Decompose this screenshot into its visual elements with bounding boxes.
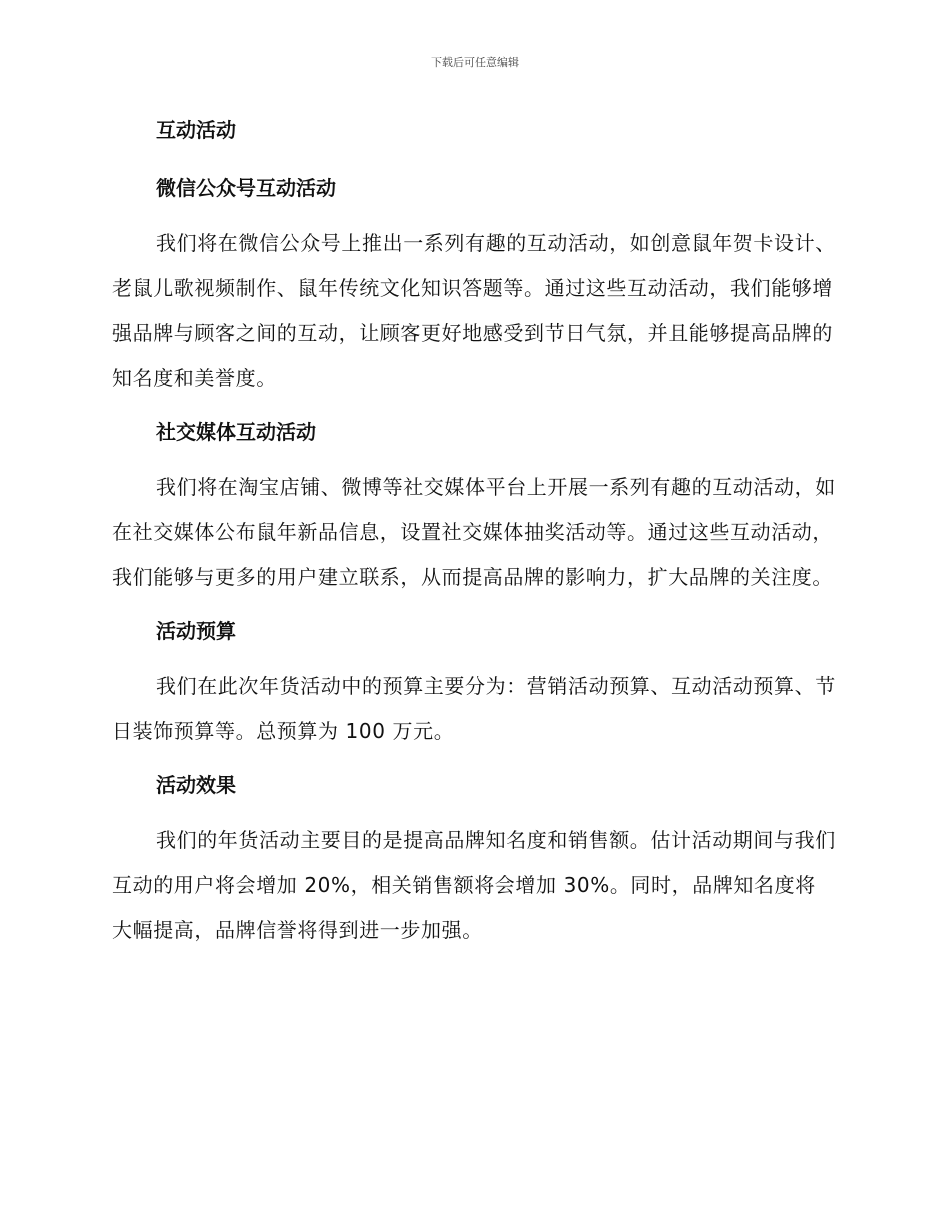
document-body bbox=[112, 108, 836, 971]
effect-heading: 活动效果 bbox=[156, 773, 236, 797]
budget-heading: 活动预算 bbox=[156, 619, 236, 643]
header-note: 下载后可任意编辑 bbox=[431, 56, 519, 69]
social-paragraph: 我们将在淘宝店铺、微博等社交媒体平台上开展一系列有趣的互动活动，如在社交媒体公布鼠年新品信息，设置社交媒体抽奖活动等。通过这些互动活动，我们能够与更多的用户建立联系，从而提高品牌的影响力，扩大品牌的关注度。 bbox=[112, 475, 836, 589]
wechat-heading: 微信公众号互动活动 bbox=[156, 176, 336, 200]
budget-paragraph: 我们在此次年货活动中的预算主要分为：营销活动预算、互动活动预算、节日装饰预算等。总预算为 100 万元。 bbox=[112, 674, 836, 743]
effect-paragraph: 我们的年货活动主要目的是提高品牌知名度和销售额。估计活动期间与我们互动的用户将会增加 20%，相关销售额将会增加 30%。同时，品牌知名度将大幅提高，品牌信誉将得到进一步加强。 bbox=[112, 828, 836, 942]
social-heading: 社交媒体互动活动 bbox=[156, 420, 316, 444]
wechat-paragraph: 我们将在微信公众号上推出一系列有趣的互动活动，如创意鼠年贺卡设计、老鼠儿歌视频制作、鼠年传统文化知识答题等。通过这些互动活动，我们能够增强品牌与顾客之间的互动，让顾客更好地感受到节日气氛，并且能够提高品牌的知名度和美誉度。 bbox=[112, 231, 836, 390]
section-title: 互动活动 bbox=[156, 118, 236, 142]
